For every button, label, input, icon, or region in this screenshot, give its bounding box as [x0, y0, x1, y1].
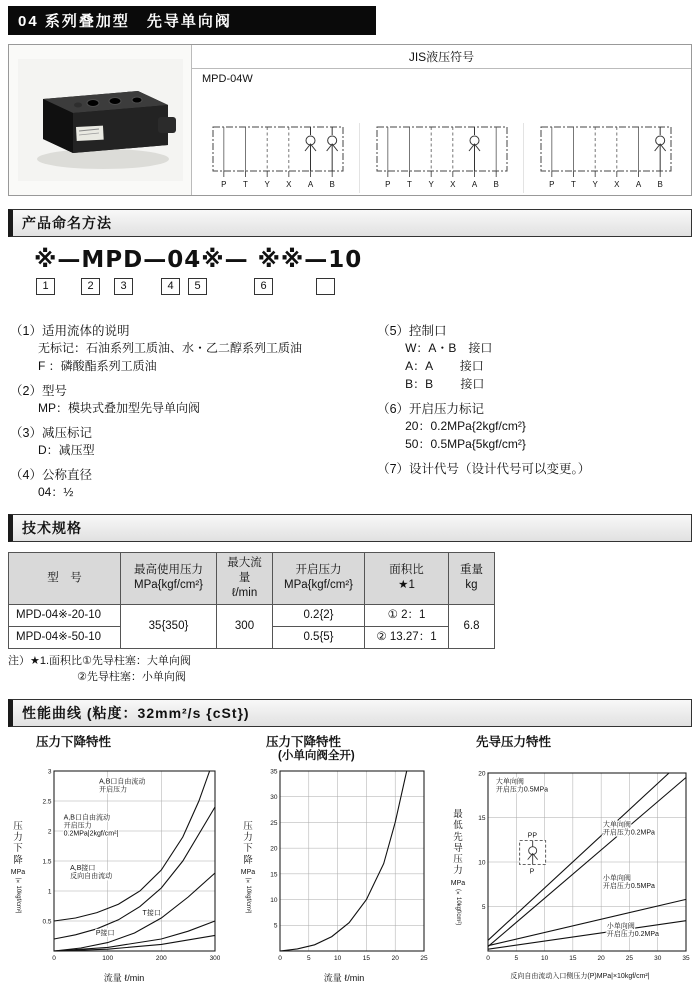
svg-text:PP: PP — [527, 832, 538, 840]
port-label: Y — [591, 180, 598, 189]
port-label: Y — [263, 180, 270, 189]
spec-cell: 6.8 — [449, 604, 495, 648]
curve-label: 大单向阀开启压力0.5MPa — [495, 778, 549, 794]
spec-cell: MPD-04※-50-10 — [9, 626, 121, 648]
spec-cell: 35{350} — [121, 604, 217, 648]
naming-item — [10, 321, 365, 375]
model-code: ※—MPD—04※— ※※—10 — [34, 247, 363, 273]
spec-notes — [8, 654, 692, 686]
port-label: A — [635, 180, 641, 189]
spec-header-cell: 最大流量 ℓ/min — [217, 553, 273, 605]
port-label: T — [570, 180, 576, 189]
chart-svg — [258, 765, 430, 965]
symbols-row — [192, 69, 691, 195]
code-box-1: 1 — [36, 278, 55, 295]
x-axis-label: 流量 ℓ/min — [323, 972, 365, 983]
naming-item — [377, 459, 692, 477]
hydraulic-symbol — [207, 123, 349, 193]
spec-cell: ② 13.27：1 — [365, 626, 449, 648]
code-box-5: 5 — [188, 278, 207, 295]
x-tick-label: 5 — [514, 954, 519, 962]
chart-title: 压力下降特性 — [266, 734, 342, 749]
jis-symbol-mpd-04b — [523, 123, 687, 193]
x-tick-label: 10 — [540, 954, 549, 962]
spec-cell: MPD-04※-20-10 — [9, 604, 121, 626]
y-axis-label: 压 力 下 降 MPa |×10kgf/cm²| — [10, 820, 26, 914]
curve-label: A,B接口反向自由流动 — [70, 864, 113, 880]
port-label: A — [471, 180, 477, 189]
naming-item-head: （1）适用流体的说明 — [10, 324, 130, 338]
spec-cell: 300 — [217, 604, 273, 648]
code-box-6: 6 — [254, 278, 273, 295]
hydraulic-symbol — [535, 123, 677, 193]
symbol-model-label: MPD-04W — [202, 73, 253, 85]
pilot-check-symbol — [520, 832, 546, 875]
jis-symbol-body — [192, 69, 691, 195]
x-tick-label: 25 — [420, 954, 428, 962]
y-tick-label: 10 — [478, 858, 486, 866]
naming-item-line: F ：磷酸酯系列工质油 — [38, 359, 157, 373]
chart-subtitle: (小单向阀全开) — [278, 749, 355, 762]
code-box-2: 2 — [81, 278, 100, 295]
y-axis-label: 压 力 下 降 MPa |×10kgf/cm²| — [240, 820, 256, 914]
y-tick-label: 5 — [273, 922, 278, 930]
x-tick-label: 15 — [362, 954, 371, 962]
y-tick-label: 20 — [478, 769, 486, 777]
spec-note-line: ②先导柱塞：小单向阀 — [8, 670, 186, 683]
spec-cell: 0.5{5} — [273, 626, 365, 648]
port-label: B — [492, 180, 499, 189]
naming-item — [10, 465, 365, 501]
chart-svg — [468, 765, 692, 965]
y-tick-label: 2.5 — [42, 797, 52, 805]
valve-photo-image — [18, 59, 183, 181]
spec-header-cell: 开启压力 MPa{kgf/cm²} — [273, 553, 365, 605]
x-tick-label: 20 — [597, 954, 605, 962]
port-label: A — [307, 180, 313, 189]
x-tick-label: 0 — [52, 954, 56, 962]
spec-header-cell: 重量 kg — [449, 553, 495, 605]
symbol-panel — [8, 44, 692, 196]
naming-item-head: （2）型号 — [10, 384, 67, 398]
curve-label: 大单向阀开启压力0.2MPa — [602, 820, 655, 836]
spec-cell: 0.2{2} — [273, 604, 365, 626]
specs-table — [8, 552, 495, 649]
jis-symbol-header: JIS液压符号 — [192, 45, 691, 69]
chart-title: 先导压力特性 — [476, 734, 552, 749]
y-tick-label: 25 — [270, 819, 278, 827]
chart-pressure-drop-small-valve — [238, 735, 430, 984]
x-tick-label: 5 — [306, 954, 311, 962]
code-box-7 — [316, 278, 335, 295]
naming-item-line: B：B 接口 — [405, 377, 485, 391]
spec-note-line: 注）★1.面积比①先导柱塞：大单向阀 — [8, 654, 191, 667]
y-tick-label: 0.5 — [42, 917, 52, 925]
code-box-4: 4 — [161, 278, 180, 295]
curve — [280, 771, 407, 951]
x-tick-label: 0 — [486, 954, 490, 962]
port-label: Y — [427, 180, 434, 189]
spec-header-cell: 型 号 — [9, 553, 121, 605]
chart-pressure-drop — [8, 735, 220, 984]
port-label: X — [613, 180, 620, 189]
naming-item-head: （7）设计代号（设计代号可以变更。） — [377, 462, 591, 476]
y-tick-label: 20 — [270, 845, 278, 853]
x-axis-label: 流量 ℓ/min — [103, 972, 145, 983]
naming-item-line: MP：模块式叠加型先导单向阀 — [38, 401, 201, 415]
svg-text:P: P — [529, 868, 535, 876]
x-tick-label: 10 — [333, 954, 342, 962]
section-header-naming: 产品命名方法 — [8, 209, 692, 237]
y-tick-label: 35 — [270, 767, 278, 775]
product-photo — [9, 45, 192, 195]
naming-item — [10, 423, 365, 459]
naming-right-column — [365, 315, 692, 501]
y-tick-label: 5 — [481, 903, 486, 911]
port-label: B — [328, 180, 335, 189]
jis-symbol-mpd-04w — [196, 123, 359, 193]
y-tick-label: 15 — [270, 870, 278, 878]
x-axis-label: 反向自由流动入口侧压力(P)MPa|×10kgf/cm²| — [510, 972, 650, 980]
code-boxes — [34, 278, 692, 300]
spec-header-cell: 面积比 ★1 — [365, 553, 449, 605]
y-tick-label: 15 — [478, 814, 486, 822]
model-code-area — [34, 247, 692, 309]
port-label: X — [449, 180, 456, 189]
chart-title: 压力下降特性 — [36, 734, 112, 749]
naming-item-line: A：A 接口 — [405, 359, 484, 373]
x-tick-label: 0 — [278, 954, 282, 962]
y-axis-label: 最 低 先 导 压 力 MPa (×10kgf/cm²) — [450, 809, 466, 925]
y-tick-label: 10 — [270, 896, 278, 904]
naming-item-head: （3）减压标记 — [10, 426, 92, 440]
chart-pilot-pressure — [448, 735, 692, 984]
port-label: X — [285, 180, 292, 189]
port-label: B — [656, 180, 663, 189]
naming-item-head: （4）公称直径 — [10, 468, 92, 482]
curve-label: A,B口自由流动开启压力 0.2MPa|2kgf/cm²| — [63, 814, 119, 838]
jis-symbol-mpd-04a — [359, 123, 523, 193]
section-header-specs: 技术规格 — [8, 514, 692, 542]
naming-item-line: W：A・B 接口 — [405, 341, 493, 355]
y-tick-label: 30 — [270, 793, 278, 801]
naming-item-line: 无标记：石油系列工质油、水・乙二醇系列工质油 — [38, 341, 303, 355]
naming-item-line: 50：0.5MPa{5kgf/cm²} — [405, 437, 526, 451]
chart-svg — [28, 765, 220, 965]
y-tick-label: 1 — [47, 887, 52, 895]
naming-item-line: 20：0.2MPa{2kgf/cm²} — [405, 419, 526, 433]
x-tick-label: 20 — [391, 954, 399, 962]
naming-explanations — [8, 315, 692, 501]
x-tick-label: 300 — [209, 954, 220, 962]
naming-item-head: （6）开启压力标记 — [377, 402, 485, 416]
y-tick-label: 2 — [47, 827, 52, 835]
x-tick-label: 15 — [569, 954, 577, 962]
curve-label: 小单向阀开启压力0.2MPa — [606, 922, 659, 938]
naming-item — [10, 381, 365, 417]
section-header-curves: 性能曲线 (粘度：32mm²/s {cSt}) — [8, 699, 692, 727]
page-title: 04 系列叠加型 先导单向阀 — [8, 6, 376, 35]
port-label: P — [548, 180, 555, 189]
x-tick-label: 200 — [155, 954, 167, 962]
curve-label: 小单向阀开启压力0.5MPa — [602, 874, 655, 890]
naming-item-head: （5）控制口 — [377, 324, 447, 338]
y-tick-label: 1.5 — [42, 857, 52, 865]
charts-row — [8, 735, 692, 984]
naming-item-line: D：减压型 — [38, 443, 95, 457]
spec-cell: ① 2：1 — [365, 604, 449, 626]
code-box-3: 3 — [114, 278, 133, 295]
naming-left-column — [8, 315, 365, 501]
naming-item — [377, 399, 692, 453]
hydraulic-symbol — [371, 123, 513, 193]
x-tick-label: 35 — [682, 954, 690, 962]
naming-item — [377, 321, 692, 393]
jis-symbol-area — [192, 45, 691, 195]
curve-label: T接口 — [142, 909, 161, 917]
x-tick-label: 100 — [102, 954, 114, 962]
port-label: T — [242, 180, 248, 189]
port-label: T — [406, 180, 412, 189]
curve — [488, 773, 669, 940]
curve-label: A,B口自由流动开启压力 — [99, 778, 146, 794]
port-label: P — [220, 180, 227, 189]
x-tick-label: 25 — [625, 954, 634, 962]
x-tick-label: 30 — [654, 954, 662, 962]
naming-item-line: 04：½ — [38, 485, 74, 499]
curve-label: P接口 — [95, 929, 115, 937]
port-label: P — [384, 180, 391, 189]
spec-header-cell: 最高使用压力 MPa{kgf/cm²} — [121, 553, 217, 605]
y-tick-label: 3 — [47, 767, 52, 775]
